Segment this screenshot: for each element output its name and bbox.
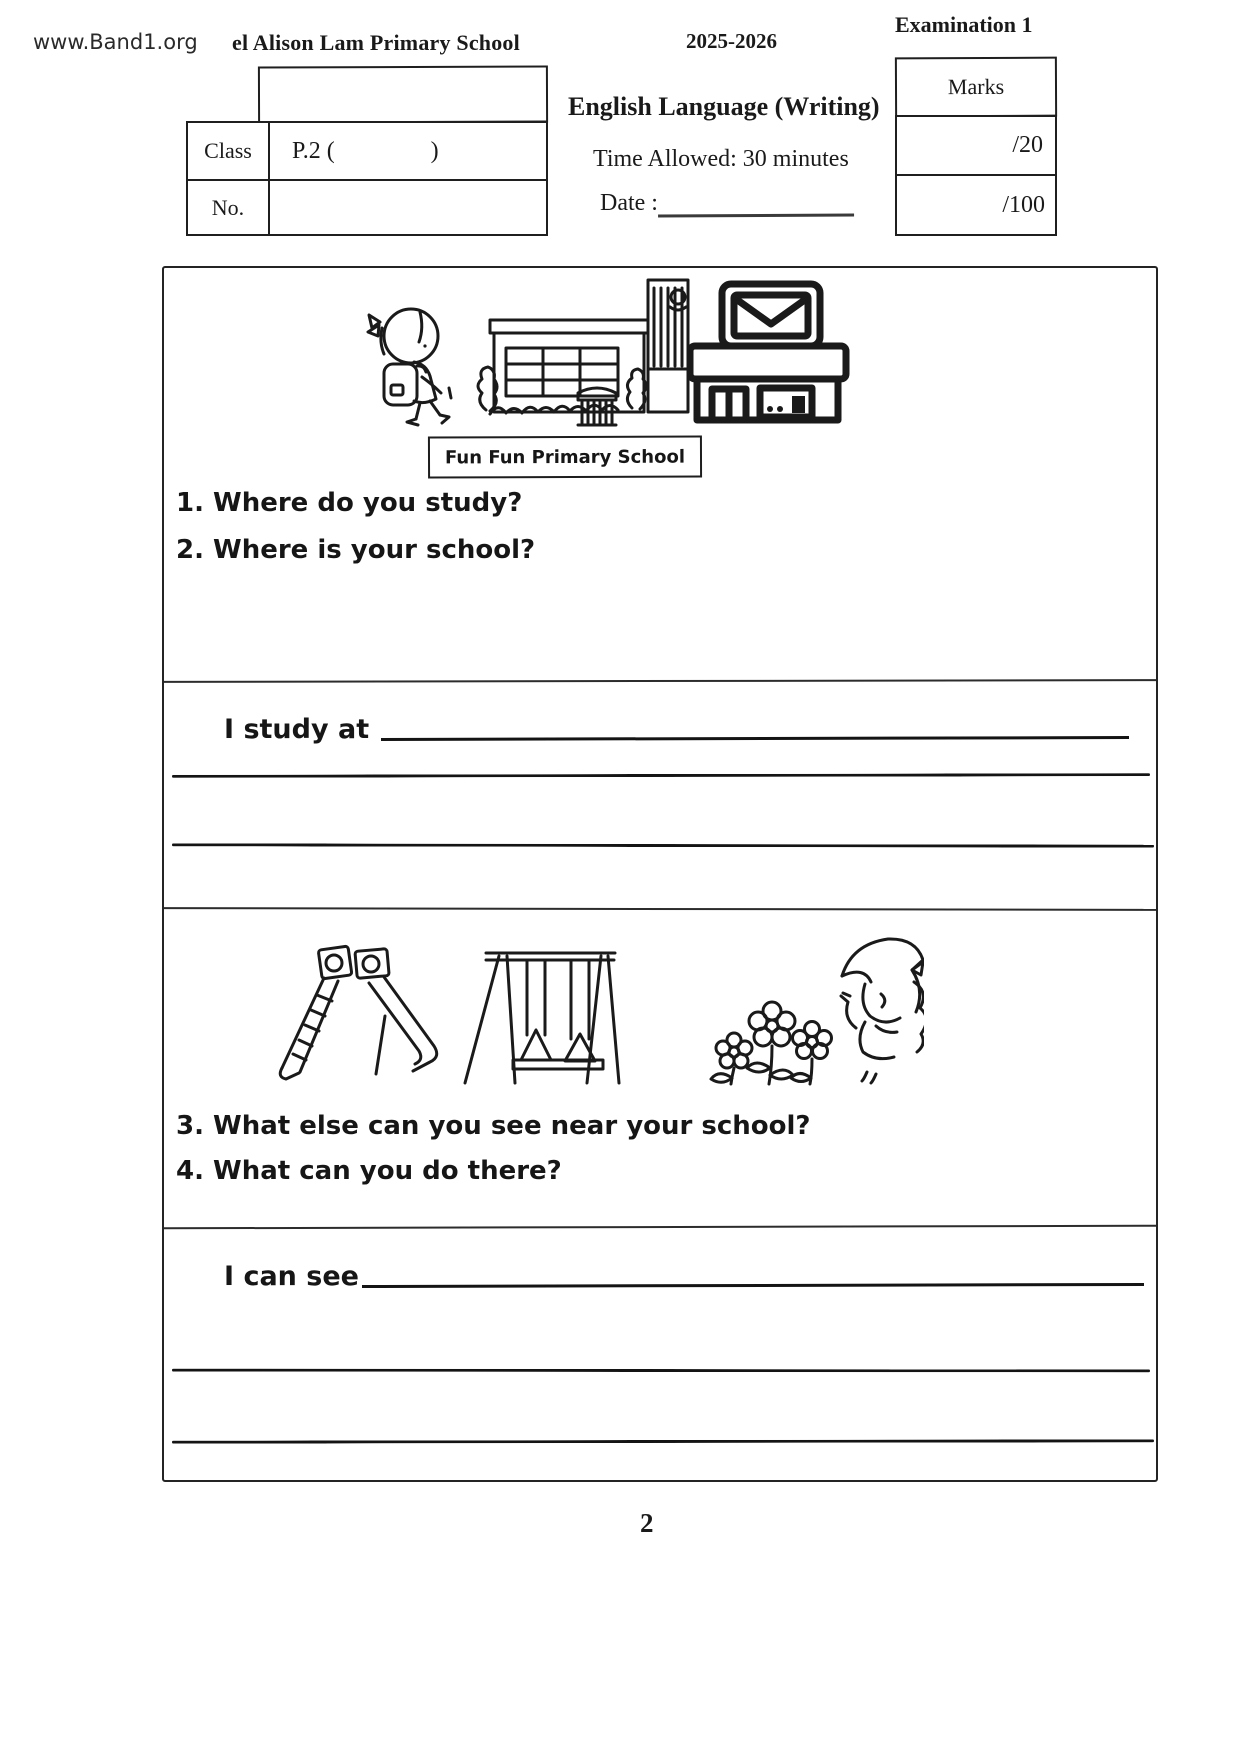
answer-writing-line bbox=[172, 1439, 1154, 1443]
girl-smelling-flowers-icon bbox=[841, 939, 924, 1083]
section-divider-2 bbox=[164, 907, 1156, 911]
question-3: 3. What else can you see near your school? bbox=[176, 1111, 811, 1141]
flowers-icon bbox=[711, 1002, 832, 1084]
post-office-icon bbox=[690, 284, 846, 420]
date-row bbox=[600, 190, 854, 217]
slide-icon bbox=[280, 946, 437, 1079]
question-4: 4. What can you do there? bbox=[176, 1156, 562, 1186]
answer-blank-line bbox=[362, 1283, 1144, 1288]
school-building-icon bbox=[478, 280, 688, 425]
marks-total-cell: /100 bbox=[895, 174, 1057, 236]
answer-prompt-1: I study at bbox=[224, 714, 370, 745]
class-label-cell: Class bbox=[186, 121, 270, 181]
watermark: www.Band1.org bbox=[33, 30, 198, 54]
girl-walking-icon bbox=[368, 309, 451, 425]
answer-prompt-row-2 bbox=[224, 1261, 1144, 1292]
section-divider-1 bbox=[164, 679, 1156, 683]
answer-writing-line bbox=[172, 773, 1150, 778]
marks-header-cell: Marks bbox=[895, 57, 1057, 118]
section-divider-3 bbox=[164, 1225, 1156, 1230]
date-label: Date : bbox=[600, 190, 658, 216]
picture-caption-box: Fun Fun Primary School bbox=[428, 436, 702, 479]
school-name: el Alison Lam Primary School bbox=[232, 30, 520, 55]
page-number: 2 bbox=[640, 1508, 654, 1538]
no-label-cell: No. bbox=[186, 179, 270, 236]
exam-title: Examination 1 bbox=[895, 12, 1033, 37]
scene1-illustration bbox=[364, 272, 859, 428]
marks-writing-cell: /20 bbox=[895, 115, 1057, 176]
answer-prompt-2: I can see bbox=[224, 1261, 359, 1292]
scene2-illustration bbox=[264, 932, 924, 1090]
answer-writing-line bbox=[172, 1369, 1150, 1373]
date-blank-line bbox=[658, 189, 854, 217]
worksheet-box bbox=[162, 266, 1158, 1482]
subject-title: English Language (Writing) bbox=[568, 92, 880, 121]
time-allowed: Time Allowed: 30 minutes bbox=[593, 146, 849, 172]
question-1: 1. Where do you study? bbox=[176, 488, 523, 518]
swing-icon bbox=[465, 953, 619, 1083]
name-box bbox=[258, 65, 548, 123]
answer-writing-line bbox=[172, 843, 1154, 847]
answer-blank-line bbox=[381, 736, 1129, 741]
answer-prompt-row-1 bbox=[224, 714, 1129, 745]
class-value-cell: P.2 ( ) bbox=[268, 121, 548, 181]
no-value-cell bbox=[268, 179, 548, 236]
school-year: 2025-2026 bbox=[686, 29, 777, 53]
question-2: 2. Where is your school? bbox=[176, 535, 536, 565]
